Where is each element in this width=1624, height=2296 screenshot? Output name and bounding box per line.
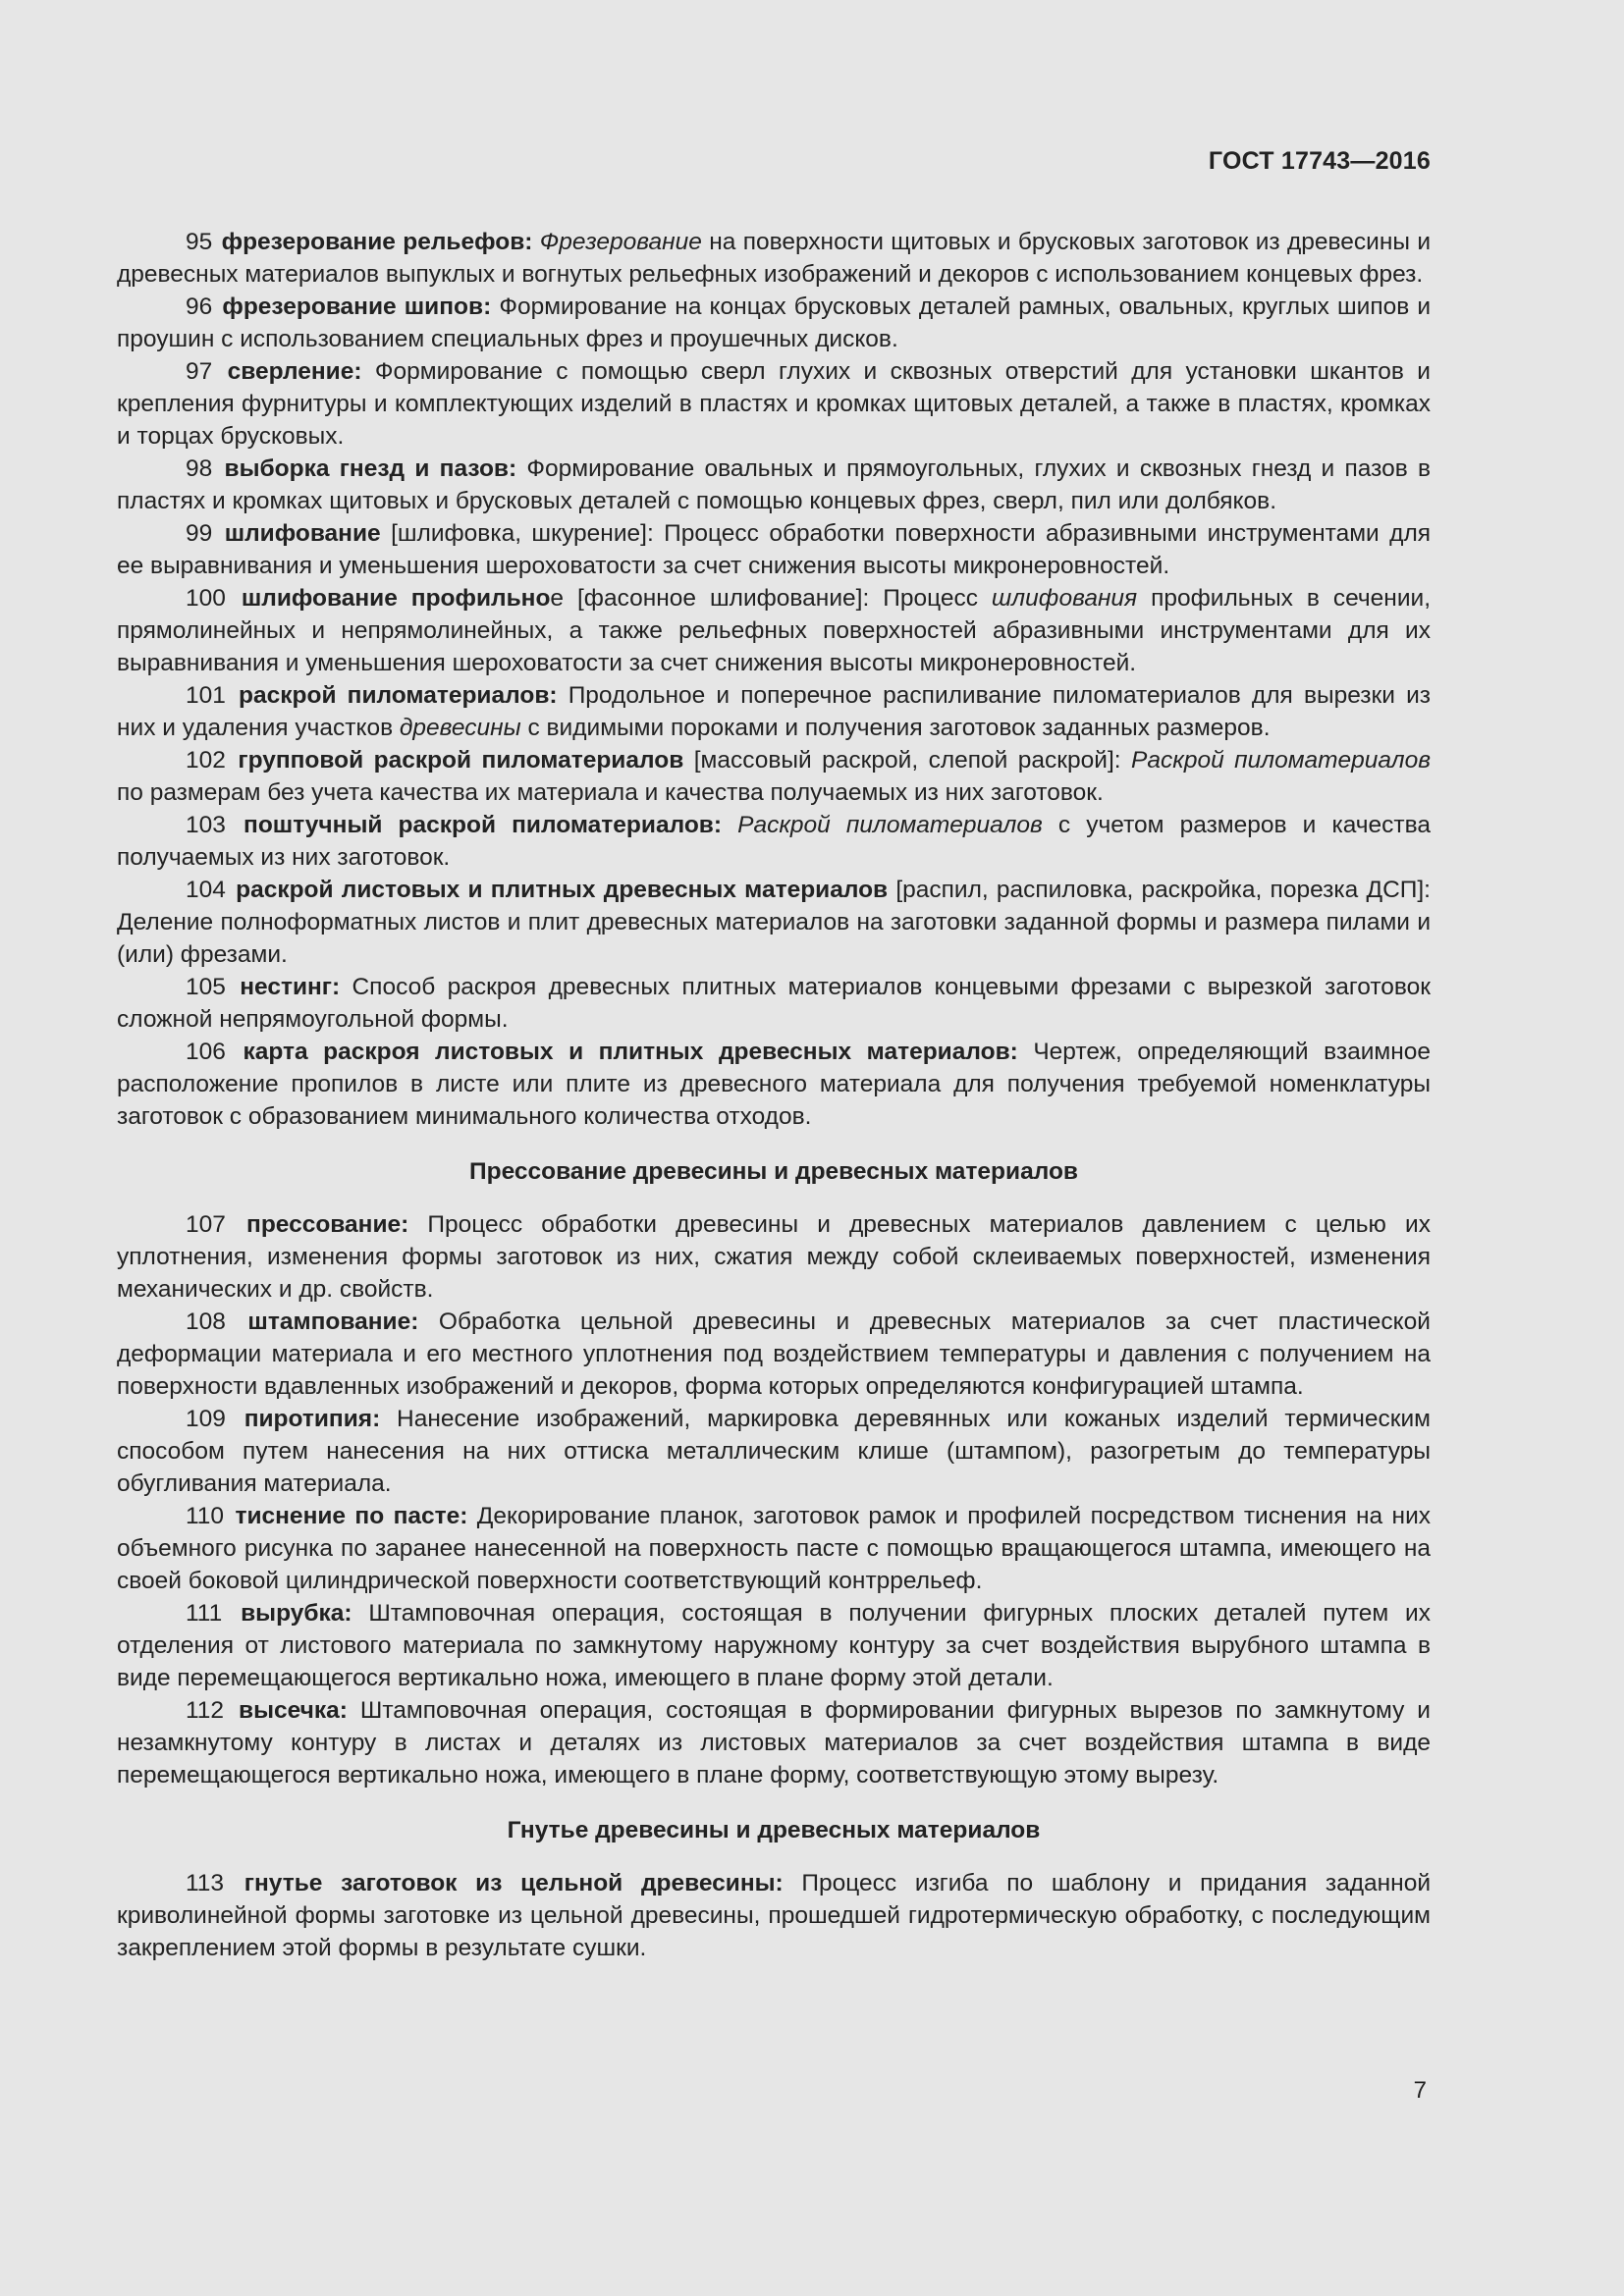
term-reference: Раскрой пиломатериалов — [737, 812, 1043, 838]
term-number: 97 — [186, 358, 213, 385]
term-reference: Раскрой пиломатериалов — [1131, 747, 1431, 774]
term-definition: по размерам без учета качества их материала и качества получаемых из них заготовок. — [117, 779, 1104, 806]
standard-designation: ГОСТ 17743—2016 — [1208, 147, 1431, 175]
term-name: раскрой листовых и плитных древесных материалов — [236, 877, 889, 903]
document-body — [117, 226, 1431, 1964]
term-name: высечка: — [239, 1697, 348, 1724]
term-name: вырубка: — [241, 1600, 352, 1627]
term-definition: Способ раскроя древесных плитных материалов концевыми фрезами с вырезкой заготовок сложной непрямоугольной формы. — [117, 974, 1431, 1033]
section-title-pressing: Прессование древесины и древесных материалов — [469, 1158, 1078, 1185]
term-number: 112 — [186, 1697, 225, 1724]
term-number: 111 — [186, 1600, 223, 1627]
term-name: штампование: — [247, 1308, 419, 1335]
term-number: 95 — [186, 229, 213, 255]
term-definition: Штамповочная операция, состоящая в формировании фигурных вырезов по замкнутому и незамкнутому контуру в листах и деталях из листовых материалов за счет воздействия штампа в виде перемещающегося вертикально ножа, имеющего в плане форму, соответствующую этому вырезу. — [117, 1697, 1431, 1789]
term-number: 96 — [186, 294, 213, 320]
term-name: пиротипия: — [244, 1406, 381, 1432]
term-name: поштучный раскрой пиломатериалов: — [244, 812, 723, 838]
term-number: 103 — [186, 812, 226, 838]
term-definition: Декорирование планок, заготовок рамок и профилей посредством тиснения на них объемного рисунка по заранее нанесенной на поверхность пасте с помощью вращающегося штампа, имеющего на своей боковой цилиндрической поверхности соответствующий контррельеф. — [117, 1503, 1432, 1594]
term-entry — [117, 679, 1431, 744]
term-entry — [117, 1500, 1431, 1597]
term-definition: Продольное и поперечное распиливание пиломатериалов для вырезки из них и удаления участков — [117, 682, 1431, 741]
term-number: 108 — [186, 1308, 226, 1335]
term-name: гнутье заготовок из цельной древесины: — [244, 1870, 784, 1896]
entries-group-a — [117, 226, 1431, 1133]
term-number: 101 — [186, 682, 226, 709]
term-name: сверление: — [227, 358, 362, 385]
section-title-bending: Гнутье древесины и древесных материалов — [507, 1817, 1041, 1843]
term-number: 110 — [186, 1503, 225, 1529]
term-definition: [массовый раскрой, слепой раскрой]: — [683, 747, 1132, 774]
term-name: выборка гнезд и пазов: — [224, 455, 517, 482]
term-entry — [117, 971, 1431, 1036]
term-number: 107 — [186, 1211, 226, 1238]
term-definition: Чертеж, определяющий взаимное расположение пропилов в листе или плите из древесного материала для получения требуемой номенклатуры заготовок с образованием минимального количества отходов. — [117, 1039, 1432, 1130]
term-number: 113 — [186, 1870, 225, 1896]
term-definition: Штамповочная операция, состоящая в получении фигурных плоских деталей путем их отделения от листового материала по замкнутому наружному контуру за счет воздействия вырубного штампа в виде перемещающегося вертикально ножа, имеющего в плане форму этой детали. — [117, 1600, 1431, 1691]
term-name: нестинг: — [240, 974, 341, 1000]
term-entry — [117, 453, 1431, 517]
term-definition: Процесс изгиба по шаблону и придания заданной криволинейной формы заготовке из цельной древесины, прошедшей гидротермическую обработку, с последующим закреплением этой формы в результате сушки. — [117, 1870, 1432, 1961]
term-entry — [117, 1403, 1431, 1500]
term-entry — [117, 355, 1431, 453]
term-number: 102 — [186, 747, 226, 774]
term-number: 105 — [186, 974, 226, 1000]
entries-group-b — [117, 1208, 1431, 1791]
term-definition: Формирование с помощью сверл глухих и сквозных отверстий для установки шкантов и крепления фурнитуры и комплектующих изделий в пластях и кромках щитовых деталей, а также в пластях, кромках и торцах брусковых. — [117, 358, 1431, 450]
term-entry — [117, 517, 1431, 582]
term-entry — [117, 226, 1431, 291]
term-number: 104 — [186, 877, 226, 903]
term-definition: Обработка цельной древесины и древесных материалов за счет пластической деформации материала и его местного уплотнения под воздействием температуры и давления с получением на поверхности вдавленных изображений и декоров, форма которых определяются конфигурацией штампа. — [117, 1308, 1431, 1400]
term-name: групповой раскрой пиломатериалов — [238, 747, 684, 774]
term-definition: е [фасонное шлифование]: Процесс — [550, 585, 992, 612]
term-name: раскрой пиломатериалов: — [239, 682, 558, 709]
term-definition: профильных в сечении, прямолинейных и непрямолинейных, а также рельефных поверхностей абразивными инструментами для их выравнивания и уменьшения шероховатости за счет снижения высоты микронеровностей. — [117, 585, 1432, 676]
term-entry — [117, 1306, 1431, 1403]
term-number: 98 — [186, 455, 213, 482]
term-number: 100 — [186, 585, 226, 612]
term-reference: древесины — [399, 715, 521, 741]
page-number: 7 — [1413, 2077, 1427, 2104]
term-entry — [117, 874, 1431, 971]
term-name: карта раскроя листовых и плитных древесных материалов: — [243, 1039, 1018, 1065]
term-entry — [117, 1036, 1431, 1133]
term-reference: шлифования — [991, 585, 1138, 612]
term-name: шлифование — [224, 520, 381, 547]
term-definition — [532, 229, 539, 255]
term-entry — [117, 744, 1431, 809]
term-definition: с видимыми пороками и получения заготовок заданных размеров. — [520, 715, 1271, 741]
term-entry — [117, 1867, 1431, 1964]
term-name: тиснение по пасте: — [235, 1503, 468, 1529]
term-number: 109 — [186, 1406, 226, 1432]
term-name: прессование: — [246, 1211, 409, 1238]
term-entry — [117, 1208, 1431, 1306]
term-definition: Нанесение изображений, маркировка деревянных или кожаных изделий термическим способом путем нанесения на них оттиска металлическим клише (штампом), разогретым до температуры обугливания материала. — [117, 1406, 1431, 1497]
term-entry — [117, 809, 1431, 874]
term-name: фрезерование рельефов: — [221, 229, 533, 255]
term-definition: Формирование овальных и прямоугольных, глухих и сквозных гнезд и пазов в пластях и кромках щитовых и брусковых деталей с помощью концевых фрез, сверл, пил или долбяков. — [117, 455, 1431, 514]
term-definition: Формирование на концах брусковых деталей рамных, овальных, круглых шипов и проушин с использованием специальных фрез и проушечных дисков. — [117, 294, 1432, 352]
term-reference: Фрезерование — [539, 229, 702, 255]
term-definition: с учетом размеров и качества получаемых из них заготовок. — [117, 812, 1432, 871]
term-definition — [722, 812, 737, 838]
term-definition: Процесс обработки древесины и древесных материалов давлением с целью их уплотнения, изменения формы заготовок из них, сжатия между собой склеиваемых поверхностей, изменения механических и др. свойств. — [117, 1211, 1431, 1303]
term-entry — [117, 1597, 1431, 1694]
term-entry — [117, 1694, 1431, 1791]
entries-group-c — [117, 1867, 1431, 1964]
term-definition: [распил, распиловка, раскройка, порезка ДСП]: Деление полноформатных листов и плит древесных материалов на заготовки заданной формы и размера пилами и (или) фрезами. — [117, 877, 1431, 968]
term-entry — [117, 291, 1431, 355]
term-name: фрезерование шипов: — [222, 294, 492, 320]
term-name: шлифование профильно — [241, 585, 551, 612]
term-number: 106 — [186, 1039, 226, 1065]
term-number: 99 — [186, 520, 213, 547]
term-definition: на поверхности щитовых и брусковых заготовок из древесины и древесных материалов выпуклых и вогнутых рельефных изображений и декоров с использованием концевых фрез. — [117, 229, 1432, 288]
term-entry — [117, 582, 1431, 679]
term-definition: [шлифовка, шкурение]: Процесс обработки поверхности абразивными инструментами для ее выравнивания и уменьшения шероховатости за счет снижения высоты микронеровностей. — [117, 520, 1432, 579]
